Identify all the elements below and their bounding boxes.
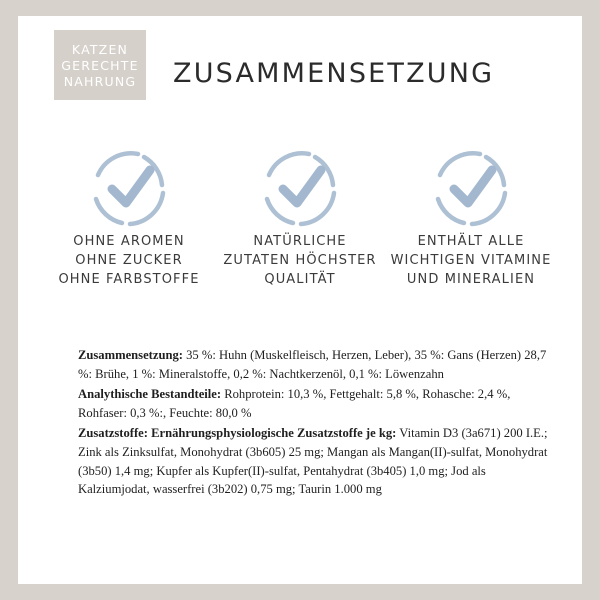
composition-paragraph: [78, 346, 548, 383]
feature-item-natural-ingredients: [215, 144, 385, 289]
composition-heading: Zusammensetzung:: [78, 348, 183, 362]
feature-label: NATÜRLICHE ZUTATEN HÖCHSTER QUALITÄT: [223, 234, 377, 287]
feature-list: [44, 144, 556, 289]
feature-label: ENTHÄLT ALLE WICHTIGEN VITAMINE UND MINERALIEN: [390, 234, 552, 287]
check-icon: [215, 144, 385, 232]
additives-paragraph: [78, 424, 548, 498]
feature-item-vitamins-minerals: [386, 144, 556, 289]
check-icon: [44, 144, 214, 232]
product-info-card: [18, 16, 582, 584]
additives-heading: Zusatzstoffe: Ernährungsphysiologische Zusatzstoffe je kg:: [78, 426, 397, 441]
badge-line-2: GERECHTE: [61, 58, 139, 73]
page-title: ZUSAMMENSETZUNG: [173, 58, 495, 89]
check-icon: [386, 144, 556, 232]
card-header: [18, 16, 582, 126]
badge-line-3: NAHRUNG: [63, 74, 137, 89]
composition-details: [78, 346, 548, 501]
cat-friendly-badge: [54, 30, 146, 100]
feature-item-no-additives: [44, 144, 214, 289]
analytical-heading: Analythische Bestandteile:: [78, 387, 222, 402]
feature-label: OHNE AROMEN OHNE ZUCKER OHNE FARBSTOFFE: [58, 234, 200, 287]
additives-text: Vitamin D3 (3a671) 200 I.E.; Zink als Zinksulfat, Monohydrat (3b605) 25 mg; Mangan als Mangan(II)-sulfat, Monohydrat (3b50) 1,4 mg; Kupfer als Kupfer(II)-sulfat, Pentahydrat (3b405) 1,0 mg; Jod als Kalziumjodat, wasserfrei (3b202) 0,75 mg; Taurin 1.000 mg: [78, 426, 548, 497]
composition-text: 35 %: Huhn (Muskelfleisch, Herzen, Leber), 35 %: Gans (Herzen) 28,7 %: Brühe, 1 %: Mineralstoffe, 0,2 %: Nachtkerzenöl, 0,1 %: Löwenzahn: [78, 348, 547, 381]
badge-line-1: KATZEN: [71, 42, 129, 57]
analytical-paragraph: [78, 385, 548, 422]
analytical-text: Rohprotein: 10,3 %, Fettgehalt: 5,8 %, Rohasche: 2,4 %, Rohfaser: 0,3 %:, Feuchte: 80,0 %: [78, 387, 511, 420]
